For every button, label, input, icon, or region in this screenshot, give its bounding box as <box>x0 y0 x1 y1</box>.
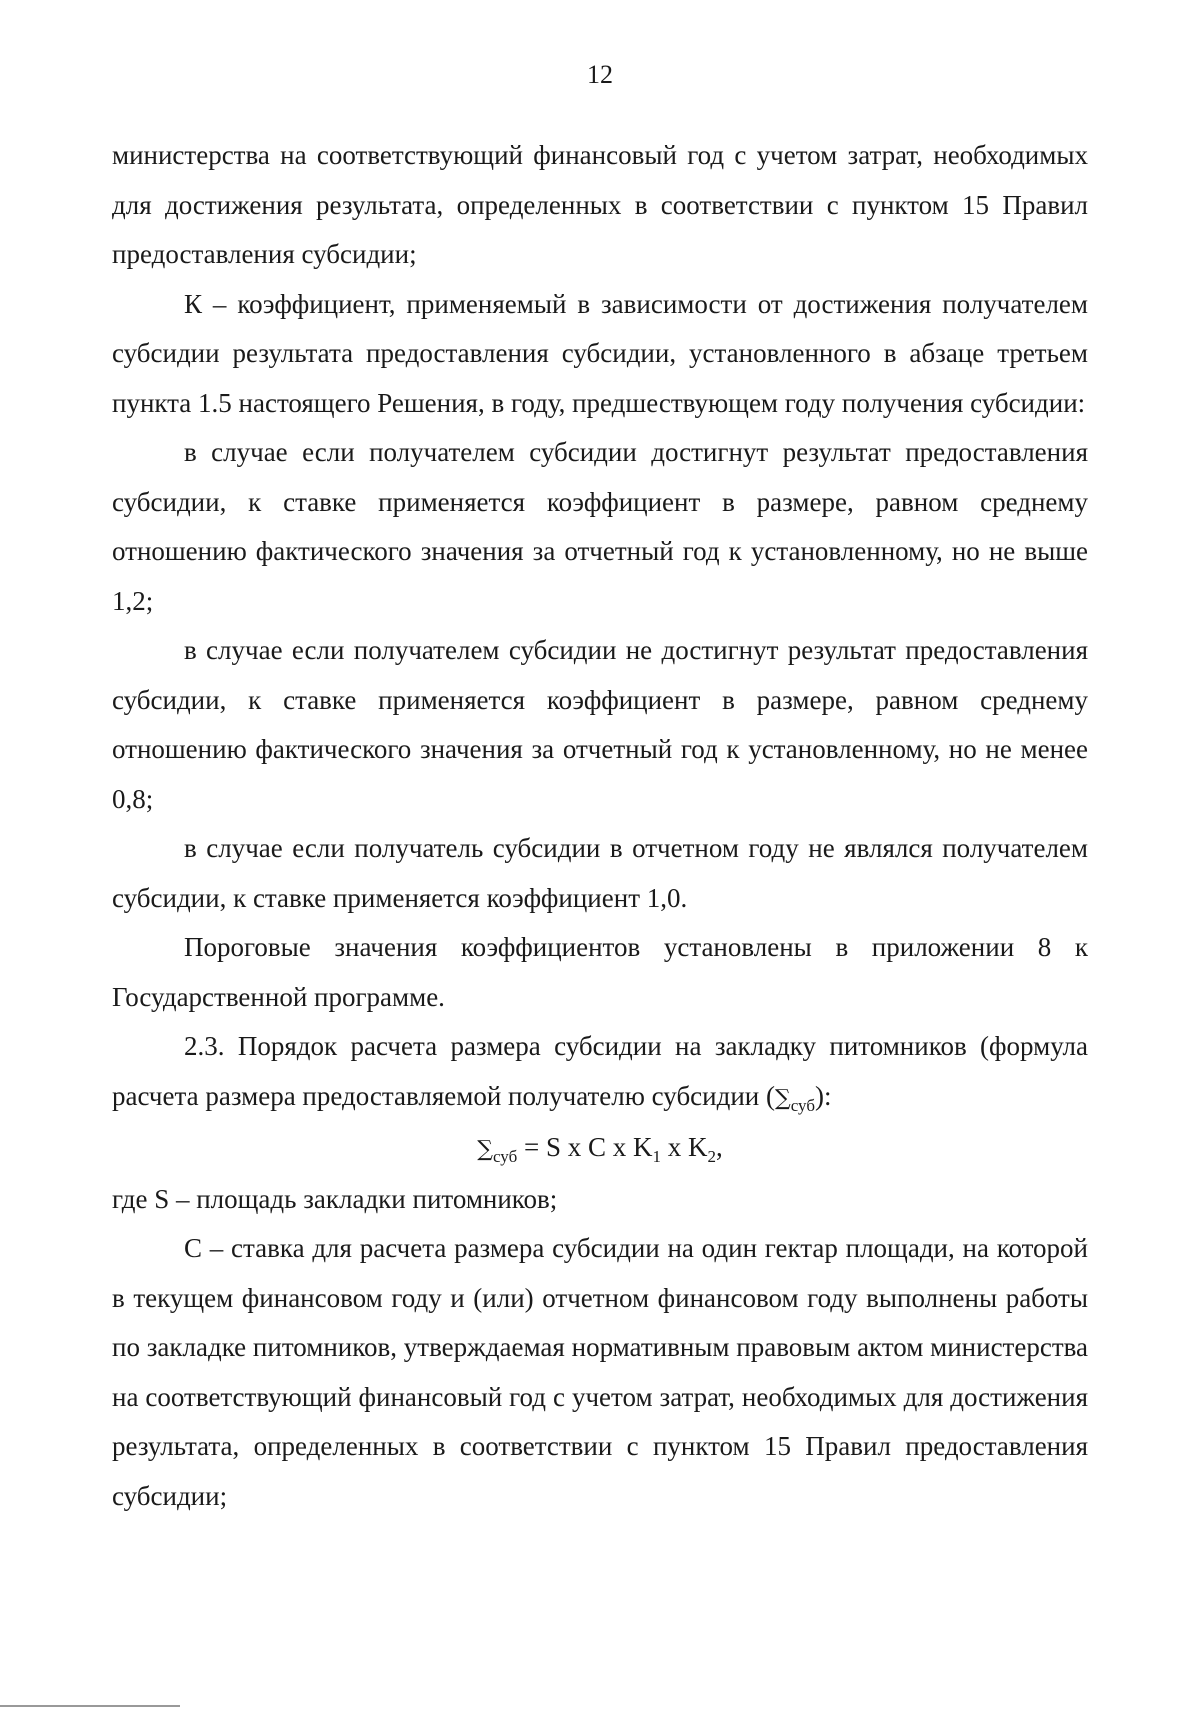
page-number: 12 <box>587 60 613 89</box>
section-2-3-end: ): <box>814 1080 832 1111</box>
scan-edge-line <box>0 1705 180 1707</box>
paragraph-ministry-rate-continuation: министерства на соответствующий финансовый год с учетом затрат, необходимых для достижения результата, определенных в соответствии с пунктом 15 Правил предоставления субсидии; <box>112 140 1088 269</box>
formula-k1-subscript: 1 <box>652 1146 661 1166</box>
paragraph-result-not-achieved: в случае если получателем субсидии не достигнут результат предоставления субсидии, к ставке применяется коэффициент в размере, равном среднему отношению фактического значения за отчетный год к установленному, но не менее 0,8; <box>112 635 1088 814</box>
paragraph-section-2-3 <box>112 1022 1088 1123</box>
sigma-symbol: ∑ <box>775 1085 791 1111</box>
formula-end: , <box>715 1132 723 1162</box>
sigma-subscript: суб <box>790 1095 815 1115</box>
formula-rhs-part2: x K <box>660 1132 708 1162</box>
formula-sigma-subscript: суб <box>492 1146 518 1166</box>
paragraph-result-achieved: в случае если получателем субсидии достигнут результат предоставления субсидии, к ставке применяется коэффициент в размере, равном среднему отношению фактического значения за отчетный год к установленному, но не выше 1,2; <box>112 437 1088 616</box>
formula-rhs-part1: = S x C x K <box>517 1132 653 1162</box>
document-body <box>112 131 1088 1521</box>
formula-sigma: ∑ <box>477 1137 493 1162</box>
paragraph-rate-c-definition: С – ставка для расчета размера субсидии на один гектар площади, на которой в текущем финансовом году и (или) отчетном финансовом году выполнены работы по закладке питомников, утверждаемая нормативным правовым актом министерства на соответствующий финансовый год с учетом затрат, необходимых для достижения результата, определенных в соответствии с пунктом 15 Правил предоставления субсидии; <box>112 1233 1088 1511</box>
paragraph-coefficient-k: К – коэффициент, применяемый в зависимости от достижения получателем субсидии результата предоставления субсидии, установленного в абзаце третьем пункта 1.5 настоящего Решения, в году, предшествующем году получения субсидии: <box>112 288 1088 418</box>
formula <box>112 1123 1088 1175</box>
paragraph-not-recipient: в случае если получатель субсидии в отчетном году не являлся получателем субсидии, к ставке применяется коэффициент 1,0. <box>112 833 1088 913</box>
paragraph-area-definition: где S – площадь закладки питомников; <box>112 1183 558 1214</box>
paragraph-threshold-values: Пороговые значения коэффициентов установлены в приложении 8 к Государственной программе. <box>112 932 1088 1012</box>
section-2-3-text: 2.3. Порядок расчета размера субсидии на закладку питомников (формула расчета размера предоставляемой получателю субсидии ( <box>112 1031 1088 1111</box>
formula-k2-subscript: 2 <box>707 1146 716 1166</box>
